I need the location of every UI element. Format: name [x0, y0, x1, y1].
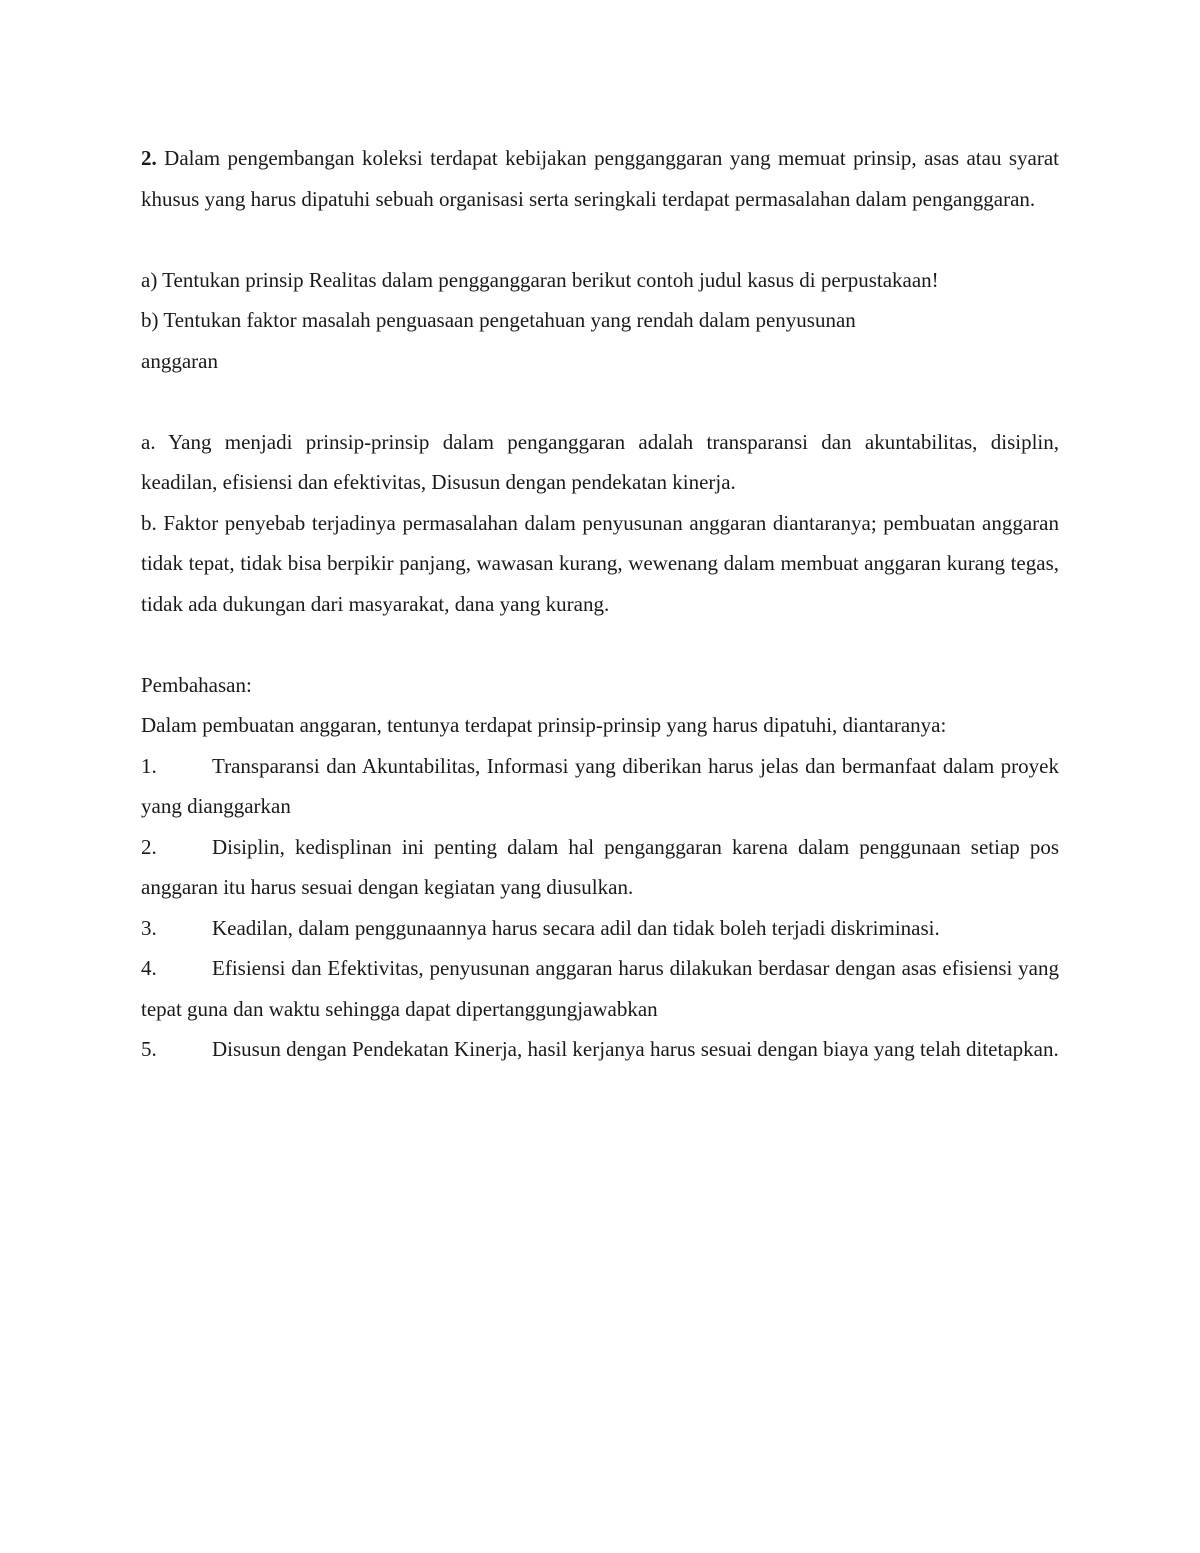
- question-number: 2.: [141, 146, 157, 170]
- answer-b: b. Faktor penyebab terjadinya permasalahan dalam penyusunan anggaran diantaranya; pembuatan anggaran tidak tepat, tidak bisa berpikir panjang, wawasan kurang, wewenang dalam membuat anggaran kurang tegas, tidak ada dukungan dari masyarakat, dana yang kurang.: [141, 510, 1059, 616]
- list-item: [141, 948, 1059, 1029]
- list-item: [141, 827, 1059, 908]
- list-item: [141, 908, 1059, 949]
- spacer: [141, 381, 1059, 422]
- spacer: [141, 219, 1059, 260]
- question-text: Dalam pengembangan koleksi terdapat kebijakan pengganggaran yang memuat prinsip, asas atau syarat khusus yang harus dipatuhi sebuah organisasi serta seringkali terdapat permasalahan dalam penganggaran.: [141, 146, 1059, 211]
- question-part-a: a) Tentukan prinsip Realitas dalam pengganggaran berikut contoh judul kasus di perpustakaan!: [141, 267, 939, 292]
- spacer: [141, 624, 1059, 665]
- question-part-b-line2: anggaran: [141, 348, 218, 373]
- list-item-number: 1.: [141, 753, 157, 778]
- list-item: [141, 1029, 1059, 1070]
- answer-a: a. Yang menjadi prinsip-prinsip dalam penganggaran adalah transparansi dan akuntabilitas, disiplin, keadilan, efisiensi dan efektivitas, Disusun dengan pendekatan kinerja.: [141, 429, 1059, 494]
- discussion-heading: Pembahasan:: [141, 672, 252, 697]
- list-item-text: Disiplin, kedisplinan ini penting dalam hal penganggaran karena dalam penggunaan setiap pos anggaran itu harus sesuai dengan kegiatan yang diusulkan.: [141, 834, 1059, 899]
- list-item: [141, 746, 1059, 827]
- list-item-number: 3.: [141, 915, 157, 940]
- question-paragraph: [141, 138, 1059, 219]
- list-item-text: Disusun dengan Pendekatan Kinerja, hasil kerjanya harus sesuai dengan biaya yang telah ditetapkan.: [212, 1037, 1059, 1061]
- list-item-text: Efisiensi dan Efektivitas, penyusunan anggaran harus dilakukan berdasar dengan asas efisiensi yang tepat guna dan waktu sehingga dapat dipertanggungjawabkan: [141, 956, 1059, 1021]
- list-item-number: 4.: [141, 956, 157, 980]
- list-item-number: 2.: [141, 834, 157, 859]
- list-item-number: 5.: [141, 1037, 157, 1061]
- question-part-b-line1: b) Tentukan faktor masalah penguasaan pengetahuan yang rendah dalam penyusunan: [141, 308, 856, 332]
- discussion-intro: Dalam pembuatan anggaran, tentunya terdapat prinsip-prinsip yang harus dipatuhi, diantaranya:: [141, 713, 947, 737]
- principles-list: [141, 746, 1059, 1070]
- document-page: [141, 138, 1059, 1070]
- list-item-text: Transparansi dan Akuntabilitas, Informasi yang diberikan harus jelas dan bermanfaat dalam proyek yang dianggarkan: [141, 753, 1059, 818]
- list-item-text: Keadilan, dalam penggunaannya harus secara adil dan tidak boleh terjadi diskriminasi.: [212, 915, 940, 940]
